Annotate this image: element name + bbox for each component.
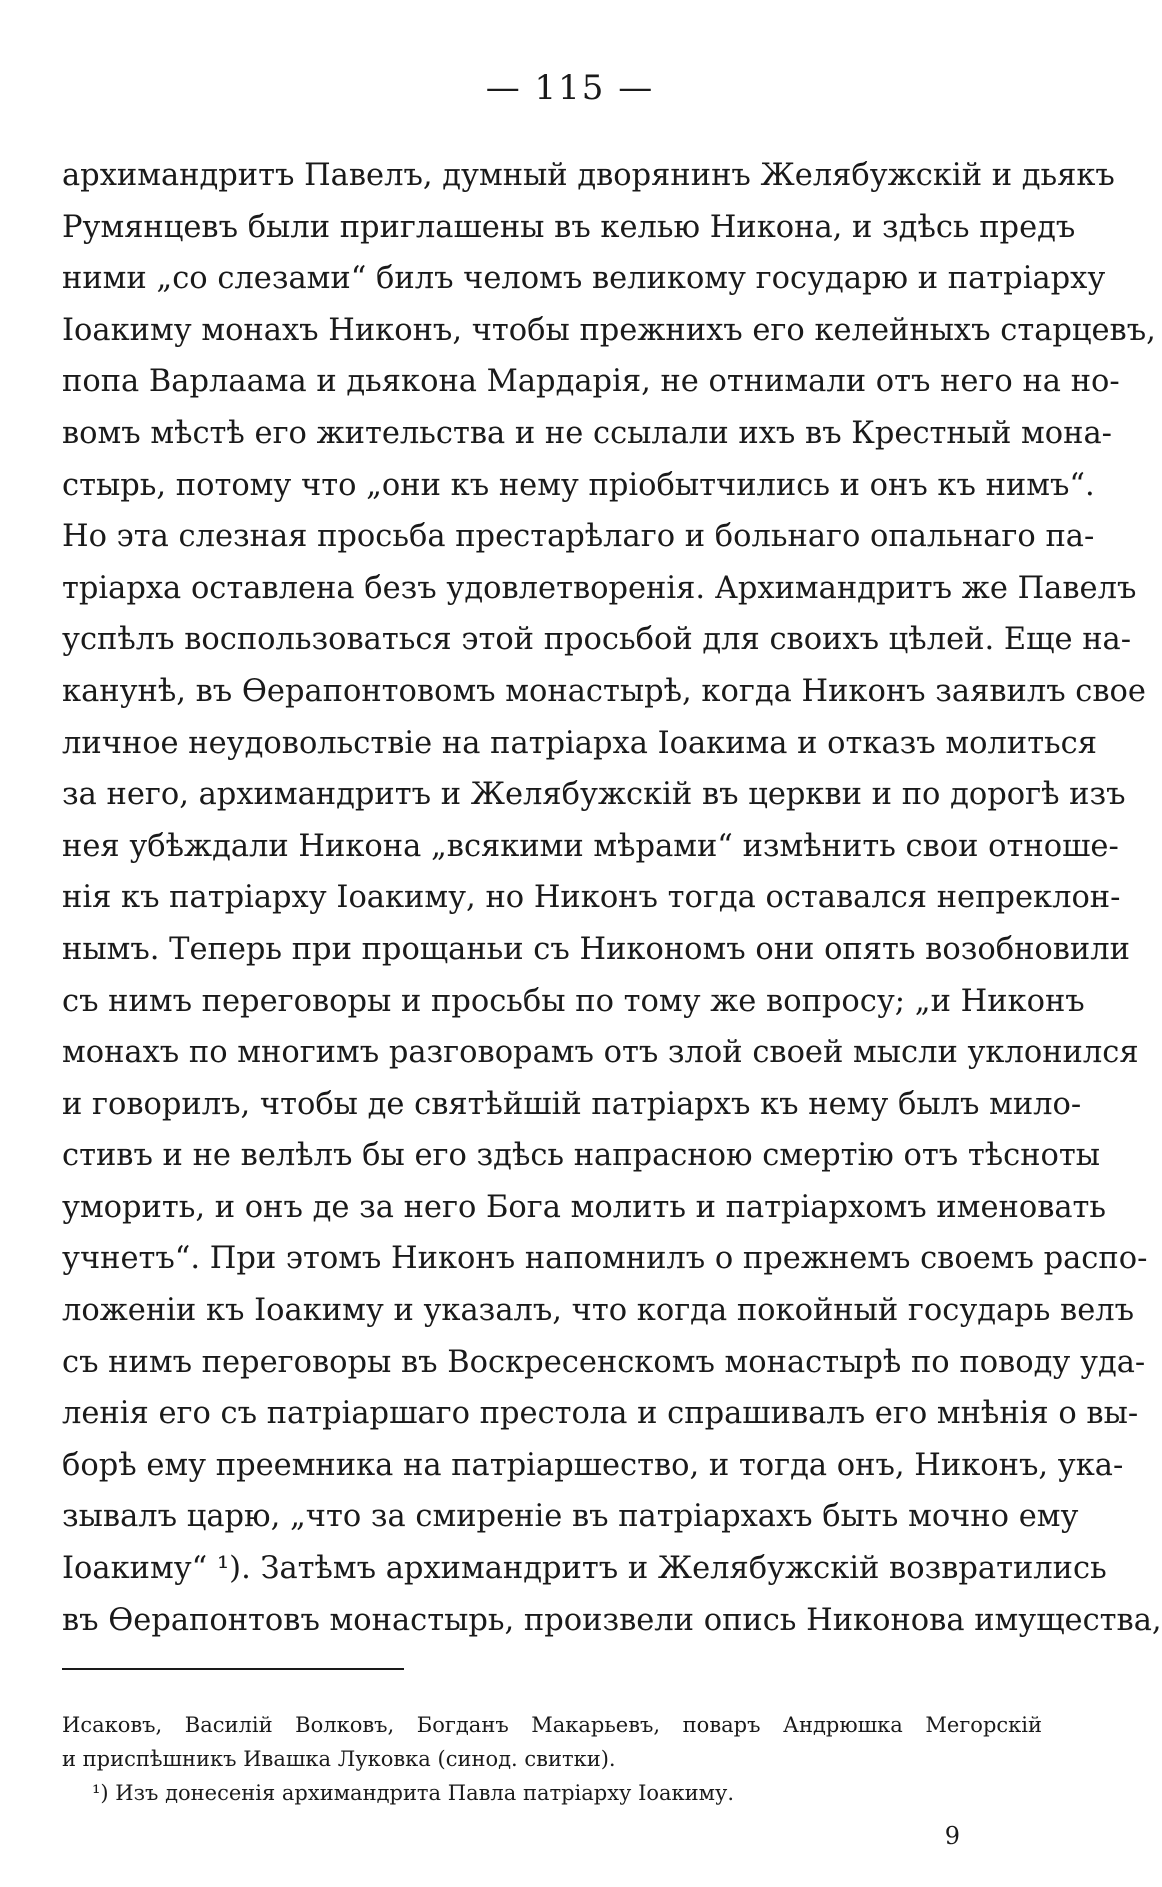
footnote-line: и приспѣшникъ Ивашка Луковка (синод. свитки). (62, 1747, 616, 1771)
footnotes (62, 1708, 1042, 1810)
text-line: ложеніи къ Іоакиму и указалъ, что когда покойный государь велъ (62, 1293, 1135, 1329)
text-line: успѣлъ воспользоваться этой просьбой для своихъ цѣлей. Еще на- (62, 622, 1132, 658)
text-line: за него, архимандритъ и Желябужскій въ церкви и по дорогѣ изъ (62, 777, 1126, 813)
text-line: Іоакиму“ ¹). Затѣмъ архимандритъ и Желябужскій возвратились (62, 1551, 1107, 1587)
text-line: уморить, и онъ де за него Бога молить и патріархомъ именовать (62, 1189, 1107, 1225)
text-line: нея убѣждали Никона „всякими мѣрами“ измѣнить свои отноше- (62, 828, 1119, 864)
text-line: зывалъ царю, „что за смиреніе въ патріархахъ быть мочно ему (62, 1499, 1079, 1535)
text-line: стивъ и не велѣлъ бы его здѣсь напрасною смертію отъ тѣсноты (62, 1138, 1101, 1174)
text-line: въ Ѳерапонтовъ монастырь, произвели опись Никонова имущества, (62, 1602, 1162, 1638)
text-line: нымъ. Теперь при прощаньи съ Никономъ они опять возобновили (62, 931, 1130, 967)
text-line: Румянцевъ были приглашены въ келью Никона, и здѣсь предъ (62, 209, 1076, 245)
text-line: съ нимъ переговоры и просьбы по тому же вопросу; „и Никонъ (62, 983, 1085, 1019)
footnote-divider (62, 1668, 404, 1670)
text-line: ними „со слезами“ билъ челомъ великому государю и патріарху (62, 261, 1106, 297)
text-line: канунѣ, въ Ѳерапонтовомъ монастырѣ, когда Никонъ заявилъ свое (62, 673, 1146, 709)
text-line: борѣ ему преемника на патріаршество, и тогда онъ, Никонъ, ука- (62, 1447, 1124, 1483)
printer-signature-mark: 9 (944, 1822, 960, 1850)
text-line: учнетъ“. При этомъ Никонъ напомнилъ о прежнемъ своемъ распо- (62, 1241, 1148, 1277)
footnote-line: Исаковъ, Василій Волковъ, Богданъ Макарьевъ, поваръ Андрюшка Мегорскій (62, 1713, 1042, 1737)
text-line: тріарха оставлена безъ удовлетворенія. Архимандритъ же Павелъ (62, 570, 1137, 606)
text-line: архимандритъ Павелъ, думный дворянинъ Желябужскій и дьякъ (62, 158, 1115, 193)
text-line: съ нимъ переговоры въ Воскресенскомъ монастырѣ по поводу уда- (62, 1344, 1146, 1380)
text-line: личное неудовольствіе на патріарха Іоакима и отказъ молиться (62, 725, 1097, 761)
text-line: стырь, потому что „они къ нему пріобытчились и онъ къ нимъ“. (62, 467, 1095, 503)
text-line: вомъ мѣстѣ его жительства и не ссылали ихъ въ Крестный мона- (62, 415, 1112, 451)
text-line: и говорилъ, чтобы де святѣйшій патріархъ къ нему былъ мило- (62, 1086, 1082, 1122)
text-line: Іоакиму монахъ Никонъ, чтобы прежнихъ его келейныхъ старцевъ, (62, 312, 1156, 348)
text-line: попа Варлаама и дьякона Мардарія, не отнимали отъ него на но- (62, 364, 1120, 400)
footnote-line: ¹) Изъ донесенія архимандрита Павла патріарху Іоакиму. (92, 1781, 735, 1805)
text-line: монахъ по многимъ разговорамъ отъ злой своей мысли уклонился (62, 1035, 1139, 1071)
text-line: ленія его съ патріаршаго престола и спрашивалъ его мнѣнія о вы- (62, 1396, 1139, 1432)
main-text (62, 150, 1162, 1646)
text-line: нія къ патріарху Іоакиму, но Никонъ тогда оставался непреклон- (62, 880, 1121, 916)
page-number: — 115 — (485, 68, 655, 108)
text-line: Но эта слезная просьба престарѣлаго и больнаго опальнаго па- (62, 519, 1095, 555)
